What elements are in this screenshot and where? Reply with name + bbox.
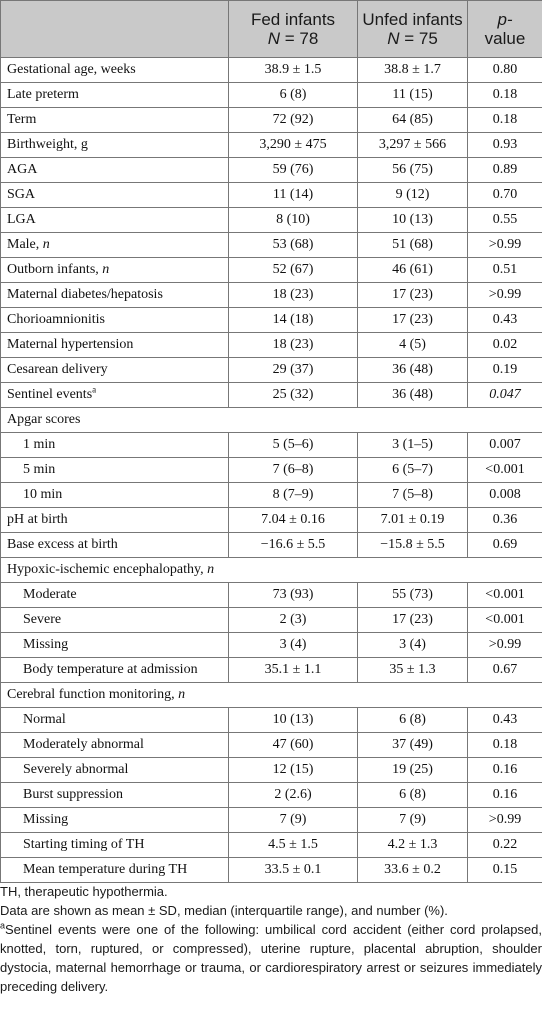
fed-value-cell: 7.04 ± 0.16 <box>229 508 358 533</box>
fed-n-label: N <box>267 29 280 48</box>
fed-value-cell: 2 (3) <box>229 608 358 633</box>
p-value-cell <box>468 583 542 608</box>
row-label: Mean temperature during TH <box>23 862 188 877</box>
unfed-value-cell: 3 (4) <box>358 633 468 658</box>
p-value-cell <box>468 158 542 183</box>
table-row <box>1 208 542 233</box>
row-label-cell <box>1 533 229 558</box>
row-label-cell <box>1 583 229 608</box>
row-label-cell <box>1 458 229 483</box>
row-label-cell <box>1 83 229 108</box>
unfed-value-cell: −15.8 ± 5.5 <box>358 533 468 558</box>
section-row <box>1 558 542 583</box>
unfed-value-cell: 10 (13) <box>358 208 468 233</box>
p-value: 0.55 <box>492 212 518 227</box>
table-row <box>1 758 542 783</box>
value-label: value <box>484 29 526 48</box>
header-cell-p-value <box>468 1 542 58</box>
p-value: 0.18 <box>492 737 518 752</box>
row-label: 1 min <box>23 437 56 452</box>
p-value-cell <box>468 833 542 858</box>
p-value-cell <box>468 758 542 783</box>
row-label: pH at birth <box>7 512 68 527</box>
fed-value-cell: 18 (23) <box>229 283 358 308</box>
fed-value-cell: 12 (15) <box>229 758 358 783</box>
p-value-cell <box>468 483 542 508</box>
p-value: >0.99 <box>488 812 522 827</box>
footnote-sentinel-text: Sentinel events were one of the following: umbilical cord accident (either cord prolapsed, knotted, torn, ruptured, or compressed), uterine rupture, placental abruption, shoulder dystocia, maternal hemorrhage or trauma, or cardiorespiratory arrest or seizures immediately preceding delivery. <box>0 922 542 994</box>
p-value: 0.18 <box>492 87 518 102</box>
p-value-cell <box>468 858 542 883</box>
p-value-cell <box>468 183 542 208</box>
row-label-cell <box>1 108 229 133</box>
row-label: LGA <box>7 212 36 227</box>
p-value: 0.51 <box>492 262 518 277</box>
section-label-cell <box>1 408 542 433</box>
row-label-italic: n <box>102 262 110 277</box>
p-value: 0.047 <box>489 387 521 402</box>
row-label: Male, <box>7 237 43 252</box>
row-label-cell <box>1 308 229 333</box>
table-row <box>1 783 542 808</box>
row-label: Apgar scores <box>7 412 81 427</box>
p-value: 0.007 <box>489 437 521 452</box>
row-label-cell <box>1 258 229 283</box>
fed-value-cell: 11 (14) <box>229 183 358 208</box>
row-label: Base excess at birth <box>7 537 118 552</box>
fed-value-cell: 3 (4) <box>229 633 358 658</box>
p-value-cell <box>468 433 542 458</box>
unfed-n-label: N <box>387 29 400 48</box>
p-label: p- <box>497 10 513 29</box>
unfed-value-cell: 3,297 ± 566 <box>358 133 468 158</box>
table-row <box>1 108 542 133</box>
p-value: 0.16 <box>492 762 518 777</box>
p-value-cell <box>468 333 542 358</box>
row-label: Sentinel events <box>7 387 93 402</box>
table-row <box>1 858 542 883</box>
row-label: Burst suppression <box>23 787 123 802</box>
p-value-cell <box>468 58 542 83</box>
row-label: Late preterm <box>7 87 79 102</box>
fed-value-cell: 25 (32) <box>229 383 358 408</box>
row-label-italic: n <box>42 237 50 252</box>
p-value: 0.70 <box>492 187 518 202</box>
footnote-data-note: Data are shown as mean ± SD, median (interquartile range), and number (%). <box>0 903 448 918</box>
fed-value-cell: 59 (76) <box>229 158 358 183</box>
row-label-cell <box>1 658 229 683</box>
p-value: 0.36 <box>492 512 518 527</box>
p-value: 0.16 <box>492 787 518 802</box>
unfed-value-cell: 19 (25) <box>358 758 468 783</box>
row-label-cell <box>1 158 229 183</box>
row-label: Maternal hypertension <box>7 337 134 352</box>
fed-value-cell: 4.5 ± 1.5 <box>229 833 358 858</box>
unfed-value-cell: 11 (15) <box>358 83 468 108</box>
row-label-cell <box>1 858 229 883</box>
row-label: Severe <box>23 612 62 627</box>
fed-value-cell: 8 (7–9) <box>229 483 358 508</box>
p-value: 0.008 <box>489 487 521 502</box>
row-label-cell <box>1 233 229 258</box>
p-value-cell <box>468 358 542 383</box>
fed-value-cell: 53 (68) <box>229 233 358 258</box>
p-value: 0.80 <box>492 62 518 77</box>
row-label: Gestational age, weeks <box>7 62 136 77</box>
row-label-cell <box>1 833 229 858</box>
table-footnotes <box>0 882 542 996</box>
unfed-value-cell: 7.01 ± 0.19 <box>358 508 468 533</box>
row-label-cell <box>1 483 229 508</box>
p-value: <0.001 <box>485 462 525 477</box>
table-row <box>1 733 542 758</box>
unfed-value-cell: 55 (73) <box>358 583 468 608</box>
footnote-sup-marker: a <box>0 920 6 931</box>
unfed-value-cell: 6 (5–7) <box>358 458 468 483</box>
p-value-cell <box>468 458 542 483</box>
fed-value-cell: 3,290 ± 475 <box>229 133 358 158</box>
row-label: Missing <box>23 637 69 652</box>
section-row <box>1 683 542 708</box>
p-value-cell <box>468 508 542 533</box>
unfed-value-cell: 4 (5) <box>358 333 468 358</box>
unfed-value-cell: 6 (8) <box>358 708 468 733</box>
unfed-value-cell: 36 (48) <box>358 383 468 408</box>
table-body <box>1 58 542 883</box>
row-label-cell <box>1 283 229 308</box>
row-label: 10 min <box>23 487 63 502</box>
p-value-cell <box>468 308 542 333</box>
fed-value-cell: 73 (93) <box>229 583 358 608</box>
p-value: 0.15 <box>492 862 518 877</box>
fed-value-cell: 35.1 ± 1.1 <box>229 658 358 683</box>
fed-value-cell: 5 (5–6) <box>229 433 358 458</box>
row-label: Maternal diabetes/hepatosis <box>7 287 163 302</box>
header-cell-fed <box>229 1 358 58</box>
unfed-value-cell: 17 (23) <box>358 308 468 333</box>
table-row <box>1 158 542 183</box>
table-row <box>1 508 542 533</box>
p-value-cell <box>468 258 542 283</box>
table-row <box>1 808 542 833</box>
table-row <box>1 658 542 683</box>
row-label: Severely abnormal <box>23 762 129 777</box>
fed-value-cell: −16.6 ± 5.5 <box>229 533 358 558</box>
section-label-cell <box>1 683 542 708</box>
table-row <box>1 308 542 333</box>
header-row <box>1 1 542 58</box>
table-row <box>1 583 542 608</box>
row-label-cell <box>1 808 229 833</box>
p-value-cell <box>468 733 542 758</box>
table-header <box>1 1 542 58</box>
p-value-cell <box>468 383 542 408</box>
fed-value-cell: 52 (67) <box>229 258 358 283</box>
row-label-cell <box>1 733 229 758</box>
table-row <box>1 633 542 658</box>
unfed-value-cell: 7 (5–8) <box>358 483 468 508</box>
row-label-cell <box>1 708 229 733</box>
fed-value-cell: 47 (60) <box>229 733 358 758</box>
row-label-cell <box>1 133 229 158</box>
fed-value-cell: 29 (37) <box>229 358 358 383</box>
p-value-cell <box>468 608 542 633</box>
p-value-cell <box>468 108 542 133</box>
p-value: 0.69 <box>492 537 518 552</box>
unfed-value-cell: 35 ± 1.3 <box>358 658 468 683</box>
row-label-cell <box>1 58 229 83</box>
p-value: <0.001 <box>485 587 525 602</box>
fed-value-cell: 72 (92) <box>229 108 358 133</box>
row-label: Moderately abnormal <box>23 737 144 752</box>
row-label-cell <box>1 433 229 458</box>
p-value: 0.19 <box>492 362 518 377</box>
unfed-group-title: Unfed infants <box>362 10 463 29</box>
p-value-cell <box>468 83 542 108</box>
p-value: 0.43 <box>492 312 518 327</box>
unfed-value-cell: 37 (49) <box>358 733 468 758</box>
row-label-cell <box>1 508 229 533</box>
table-row <box>1 358 542 383</box>
row-label-italic: n <box>207 562 215 577</box>
p-value-cell <box>468 233 542 258</box>
row-label: AGA <box>7 162 38 177</box>
unfed-value-cell: 38.8 ± 1.7 <box>358 58 468 83</box>
row-label: Term <box>7 112 37 127</box>
row-label-sup: a <box>92 384 97 395</box>
p-value-cell <box>468 133 542 158</box>
footnote-sentinel <box>0 920 542 996</box>
table-row <box>1 58 542 83</box>
row-label-cell <box>1 783 229 808</box>
table-row <box>1 458 542 483</box>
row-label: Outborn infants, <box>7 262 103 277</box>
header-cell-unfed <box>358 1 468 58</box>
footnote-abbreviation: TH, therapeutic hypothermia. <box>0 884 168 899</box>
table-row <box>1 708 542 733</box>
unfed-value-cell: 17 (23) <box>358 283 468 308</box>
fed-value-cell: 2 (2.6) <box>229 783 358 808</box>
row-label-italic: n <box>178 687 186 702</box>
unfed-value-cell: 9 (12) <box>358 183 468 208</box>
unfed-n-value: = 75 <box>399 29 438 48</box>
p-value: 0.93 <box>492 137 518 152</box>
table-row <box>1 233 542 258</box>
fed-value-cell: 10 (13) <box>229 708 358 733</box>
p-value: >0.99 <box>488 637 522 652</box>
p-value: 0.02 <box>492 337 518 352</box>
table-row <box>1 833 542 858</box>
row-label: Birthweight, g <box>7 137 88 152</box>
row-label: Hypoxic-ischemic encephalopathy, <box>7 562 208 577</box>
unfed-value-cell: 46 (61) <box>358 258 468 283</box>
p-value-cell <box>468 783 542 808</box>
table-row <box>1 83 542 108</box>
p-value: <0.001 <box>485 612 525 627</box>
unfed-value-cell: 7 (9) <box>358 808 468 833</box>
table-row <box>1 483 542 508</box>
unfed-value-cell: 56 (75) <box>358 158 468 183</box>
row-label-cell <box>1 633 229 658</box>
fed-value-cell: 6 (8) <box>229 83 358 108</box>
table-row <box>1 258 542 283</box>
p-value: 0.67 <box>492 662 518 677</box>
unfed-value-cell: 3 (1–5) <box>358 433 468 458</box>
section-row <box>1 408 542 433</box>
unfed-value-cell: 36 (48) <box>358 358 468 383</box>
fed-value-cell: 18 (23) <box>229 333 358 358</box>
table-row <box>1 283 542 308</box>
table-row <box>1 133 542 158</box>
p-value-cell <box>468 633 542 658</box>
row-label: Chorioamnionitis <box>7 312 105 327</box>
table-row <box>1 383 542 408</box>
section-label-cell <box>1 558 542 583</box>
p-value: 0.89 <box>492 162 518 177</box>
row-label-cell <box>1 383 229 408</box>
row-label-cell <box>1 358 229 383</box>
p-value-cell <box>468 533 542 558</box>
row-label-cell <box>1 758 229 783</box>
fed-n-value: = 78 <box>279 29 319 48</box>
fed-value-cell: 7 (6–8) <box>229 458 358 483</box>
row-label-cell <box>1 183 229 208</box>
fed-value-cell: 8 (10) <box>229 208 358 233</box>
p-value-cell <box>468 283 542 308</box>
fed-value-cell: 38.9 ± 1.5 <box>229 58 358 83</box>
unfed-value-cell: 4.2 ± 1.3 <box>358 833 468 858</box>
unfed-value-cell: 33.6 ± 0.2 <box>358 858 468 883</box>
row-label: Normal <box>23 712 66 727</box>
p-value: 0.22 <box>492 837 518 852</box>
fed-value-cell: 14 (18) <box>229 308 358 333</box>
table-row <box>1 333 542 358</box>
unfed-value-cell: 64 (85) <box>358 108 468 133</box>
p-value: >0.99 <box>488 237 522 252</box>
row-label: Cesarean delivery <box>7 362 108 377</box>
p-value-cell <box>468 708 542 733</box>
unfed-value-cell: 17 (23) <box>358 608 468 633</box>
row-label-cell <box>1 333 229 358</box>
p-value: >0.99 <box>488 287 522 302</box>
row-label: Missing <box>23 812 69 827</box>
row-label: SGA <box>7 187 36 202</box>
table-row <box>1 183 542 208</box>
fed-value-cell: 33.5 ± 0.1 <box>229 858 358 883</box>
p-value-cell <box>468 808 542 833</box>
row-label: Cerebral function monitoring, <box>7 687 179 702</box>
table-row <box>1 608 542 633</box>
unfed-value-cell: 51 (68) <box>358 233 468 258</box>
row-label: Moderate <box>23 587 77 602</box>
p-value-cell <box>468 658 542 683</box>
row-label-cell <box>1 208 229 233</box>
fed-group-title: Fed infants <box>250 10 336 29</box>
p-value: 0.18 <box>492 112 518 127</box>
unfed-value-cell: 6 (8) <box>358 783 468 808</box>
table-row <box>1 533 542 558</box>
row-label: Body temperature at admission <box>23 662 198 677</box>
table-row <box>1 433 542 458</box>
p-value: 0.43 <box>492 712 518 727</box>
row-label: Starting timing of TH <box>23 837 145 852</box>
header-cell-label <box>1 1 229 58</box>
row-label: 5 min <box>23 462 56 477</box>
p-value-cell <box>468 208 542 233</box>
fed-value-cell: 7 (9) <box>229 808 358 833</box>
row-label-cell <box>1 608 229 633</box>
